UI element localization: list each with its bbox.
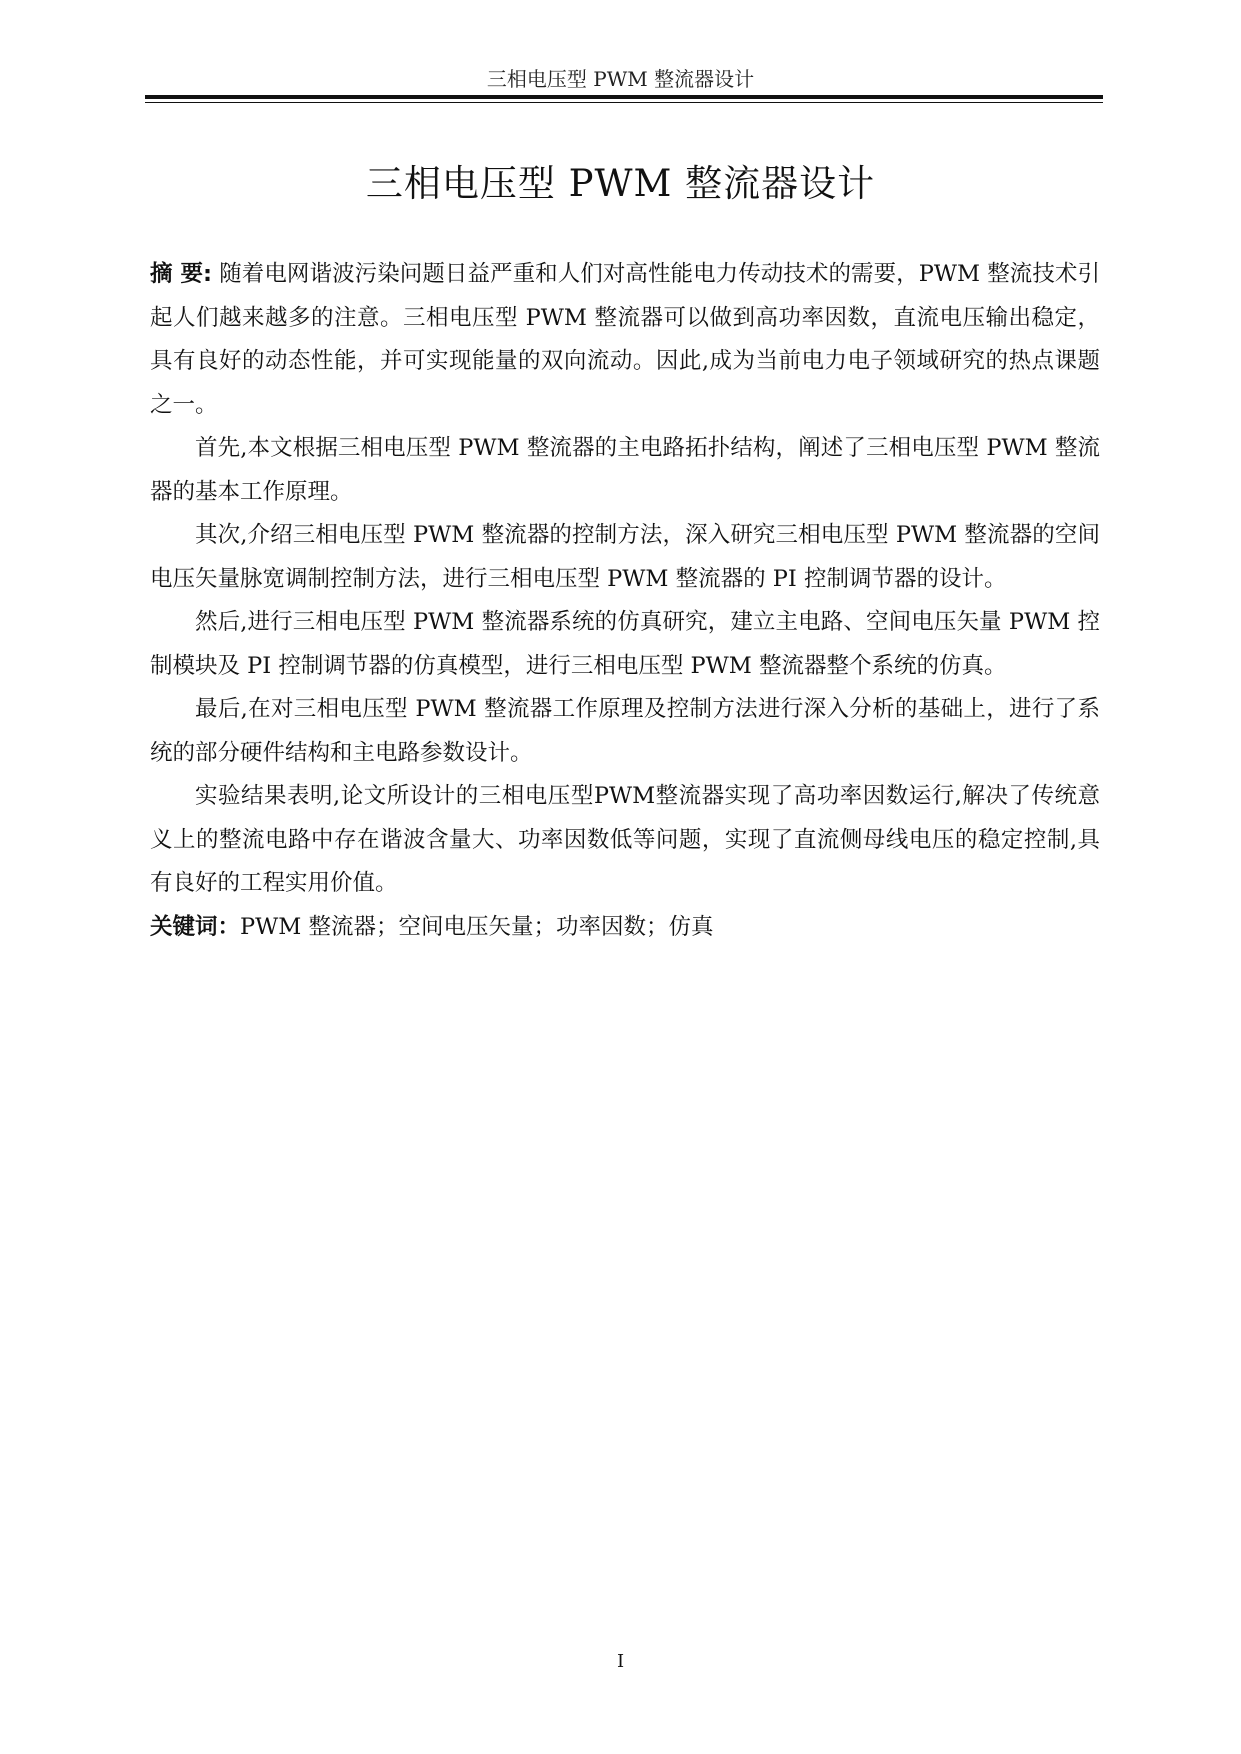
abstract-paragraph-2: 首先,本文根据三相电压型 PWM 整流器的主电路拓扑结构，阐述了三相电压型 PWM 整流器的基本工作原理。 [150,435,1100,505]
page-number: I [616,1651,625,1672]
abstract-label: 摘 要: [150,261,213,287]
keywords-label: 关键词： [150,913,241,940]
keywords-line [150,906,1100,950]
keywords-text: PWM 整流器；空间电压矢量；功率因数；仿真 [240,913,714,940]
abstract-paragraph-1 [150,253,1100,427]
running-header: 三相电压型 PWM 整流器设计 [486,67,755,91]
document-title: 三相电压型 PWM 整流器设计 [365,162,876,205]
header-rule [145,95,1103,99]
abstract-paragraph-4: 然后,进行三相电压型 PWM 整流器系统的仿真研究，建立主电路、空间电压矢量 PWM 控制模块及 PI 控制调节器的仿真模型，进行三相电压型 PWM 整流器整个系统的仿真。 [150,609,1100,679]
abstract-paragraph-6: 实验结果表明,论文所设计的三相电压型PWM整流器实现了高功率因数运行,解决了传统意义上的整流电路中存在谐波含量大、功率因数低等问题，实现了直流侧母线电压的稳定控制,具有良好的工程实用价值。 [150,783,1100,896]
abstract-paragraph-3: 其次,介绍三相电压型 PWM 整流器的控制方法，深入研究三相电压型 PWM 整流器的空间电压矢量脉宽调制控制方法，进行三相电压型 PWM 整流器的 PI 控制调节器的设计。 [150,522,1100,592]
abstract-text-1: 随着电网谐波污染问题日益严重和人们对高性能电力传动技术的需要，PWM 整流技术引起人们越来越多的注意。三相电压型 PWM 整流器可以做到高功率因数，直流电压输出稳定，具有良好的动态性能，并可实现能量的双向流动。因此,成为当前电力电子领域研究的热点课题之一。 [150,261,1100,418]
header-rule-thin [145,102,1103,103]
abstract-section [150,253,1100,949]
abstract-paragraph-5: 最后,在对三相电压型 PWM 整流器工作原理及控制方法进行深入分析的基础上，进行了系统的部分硬件结构和主电路参数设计。 [150,696,1100,766]
